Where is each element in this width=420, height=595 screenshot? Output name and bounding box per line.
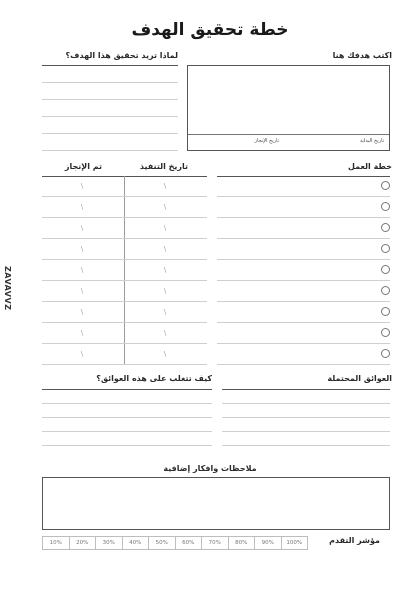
- exec-date-label: تاريخ التنفيذ: [139, 162, 188, 171]
- progress-step[interactable]: 10%: [49, 540, 62, 546]
- progress-step[interactable]: 20%: [69, 537, 96, 549]
- done-label: تم الإنجاز: [64, 162, 102, 171]
- checkbox-circle[interactable]: [381, 244, 390, 253]
- progress-step[interactable]: 30%: [95, 537, 122, 549]
- date-row-line[interactable]: [42, 343, 207, 344]
- action-row-line[interactable]: [217, 280, 390, 281]
- done-date-separator: \: [80, 308, 84, 316]
- date-row-line[interactable]: [42, 280, 207, 281]
- end-date-label: تاريخ الإنجاز: [254, 138, 279, 144]
- action-row-line[interactable]: [217, 217, 390, 218]
- overcome-line[interactable]: [42, 431, 212, 432]
- exec-date-separator: \: [163, 245, 167, 253]
- done-date-separator: \: [80, 203, 84, 211]
- goal-date-divider: [188, 134, 389, 135]
- done-date-separator: \: [80, 329, 84, 337]
- checkbox-circle[interactable]: [381, 202, 390, 211]
- exec-date-separator: \: [163, 203, 167, 211]
- checkbox-circle[interactable]: [381, 328, 390, 337]
- overcome-line[interactable]: [42, 417, 212, 418]
- exec-date-separator: \: [163, 329, 167, 337]
- action-row-line[interactable]: [217, 343, 390, 344]
- progress-scale: [42, 536, 308, 550]
- date-row-line[interactable]: [42, 196, 207, 197]
- column-divider: [124, 176, 125, 364]
- progress-step[interactable]: 60%: [175, 537, 202, 549]
- why-line[interactable]: [42, 99, 178, 100]
- checkbox-circle[interactable]: [381, 307, 390, 316]
- overcome-line[interactable]: [42, 445, 212, 446]
- exec-date-separator: \: [163, 287, 167, 295]
- progress-step[interactable]: 40%: [122, 537, 149, 549]
- obstacles-line[interactable]: [222, 431, 390, 432]
- done-date-separator: \: [80, 182, 84, 190]
- why-line[interactable]: [42, 116, 178, 117]
- exec-date-separator: \: [163, 182, 167, 190]
- start-date-label: تاريخ البداية: [359, 138, 384, 144]
- obstacles-header-rule: [222, 389, 390, 390]
- exec-date-separator: \: [163, 308, 167, 316]
- overcome-header-rule: [42, 389, 212, 390]
- why-line[interactable]: [42, 133, 178, 134]
- checkbox-circle[interactable]: [381, 181, 390, 190]
- checkbox-circle[interactable]: [381, 286, 390, 295]
- done-date-separator: \: [80, 350, 84, 358]
- date-row-line[interactable]: [42, 322, 207, 323]
- action-plan-header-rule: [217, 176, 390, 177]
- progress-step[interactable]: 90%: [254, 537, 281, 549]
- progress-step[interactable]: 50%: [148, 537, 175, 549]
- exec-date-separator: \: [163, 224, 167, 232]
- why-header-rule: [42, 65, 178, 66]
- progress-label: مؤشر التقدم: [329, 536, 380, 545]
- done-date-separator: \: [80, 287, 84, 295]
- notes-box[interactable]: [42, 477, 390, 530]
- brand-logo: ZAVAVVZ: [3, 266, 12, 311]
- page-title: خطة تحقيق الهدف: [131, 20, 289, 40]
- date-row-line[interactable]: [42, 364, 207, 365]
- obstacles-line[interactable]: [222, 417, 390, 418]
- overcome-label: كيف تتغلب على هذه العوائق؟: [96, 374, 212, 383]
- done-date-separator: \: [80, 266, 84, 274]
- progress-step[interactable]: 100%: [281, 537, 308, 549]
- action-row-line[interactable]: [217, 196, 390, 197]
- action-plan-label: خطة العمل: [348, 162, 392, 171]
- checkbox-circle[interactable]: [381, 349, 390, 358]
- goal-label: اكتب هدفك هنا: [332, 51, 392, 60]
- obstacles-line[interactable]: [222, 403, 390, 404]
- date-row-line[interactable]: [42, 238, 207, 239]
- obstacles-line[interactable]: [222, 445, 390, 446]
- done-date-separator: \: [80, 224, 84, 232]
- action-row-line[interactable]: [217, 301, 390, 302]
- why-label: لماذا تريد تحقيق هذا الهدف؟: [65, 51, 178, 60]
- checkbox-circle[interactable]: [381, 223, 390, 232]
- date-row-line[interactable]: [42, 259, 207, 260]
- notes-label: ملاحظات وافكار إضافية: [163, 464, 257, 473]
- date-row-line[interactable]: [42, 301, 207, 302]
- goal-input-box[interactable]: [187, 65, 390, 151]
- date-row-line[interactable]: [42, 217, 207, 218]
- action-row-line[interactable]: [217, 238, 390, 239]
- overcome-line[interactable]: [42, 403, 212, 404]
- done-date-separator: \: [80, 245, 84, 253]
- obstacles-label: العوائق المحتملة: [327, 374, 392, 383]
- action-row-line[interactable]: [217, 364, 390, 365]
- progress-step[interactable]: 70%: [201, 537, 228, 549]
- checkbox-circle[interactable]: [381, 265, 390, 274]
- why-line[interactable]: [42, 150, 178, 151]
- exec-date-separator: \: [163, 266, 167, 274]
- progress-step[interactable]: 80%: [228, 537, 255, 549]
- action-row-line[interactable]: [217, 259, 390, 260]
- why-line[interactable]: [42, 82, 178, 83]
- action-row-line[interactable]: [217, 322, 390, 323]
- exec-date-separator: \: [163, 350, 167, 358]
